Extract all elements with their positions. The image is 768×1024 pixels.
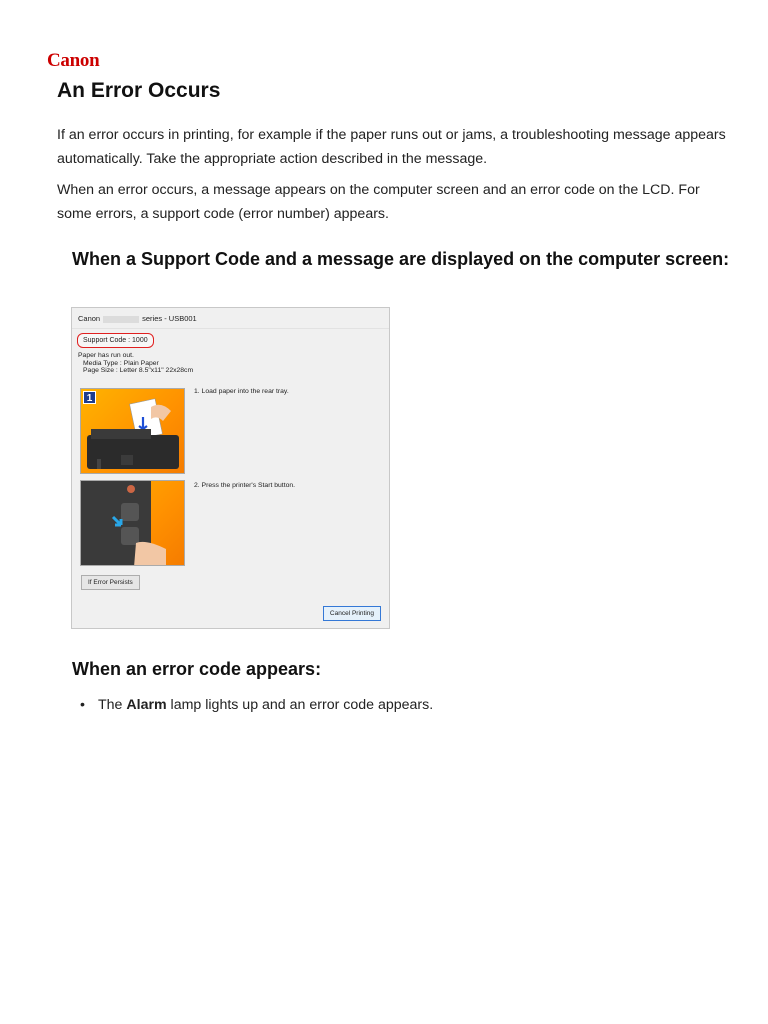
error-info-paragraph: When an error occurs, a message appears on the computer screen and an error code on the LCD. For some errors, a support code (error number) appears. — [57, 182, 700, 222]
message-line: Paper has run out. — [78, 352, 134, 359]
canon-logo: Canon — [47, 50, 100, 71]
if-error-persists-button[interactable]: If Error Persists — [81, 575, 140, 590]
media-type-line: Media Type : Plain Paper — [83, 359, 159, 367]
error-message — [78, 352, 193, 375]
start-button-illustration — [80, 480, 185, 566]
dialog-title — [78, 314, 197, 323]
step-number-badge: 1 — [83, 391, 96, 404]
alarm-lamp-label: Alarm — [126, 697, 167, 713]
bullet-suffix: lamp lights up and an error code appears. — [166, 697, 434, 713]
dialog-divider — [72, 328, 389, 329]
cancel-printing-button[interactable]: Cancel Printing — [323, 606, 381, 621]
printer-panel-icon — [81, 481, 185, 566]
printer-paper-icon — [81, 389, 185, 474]
support-code-highlight: Support Code : 1000 — [77, 333, 154, 348]
page-title: An Error Occurs — [57, 79, 221, 102]
list-item — [78, 694, 433, 716]
dialog-title-prefix: Canon — [78, 314, 101, 323]
page-size-line: Page Size : Letter 8.5"x11" 22x28cm — [83, 367, 194, 374]
error-code-list — [78, 694, 433, 716]
bullet-prefix: The — [98, 697, 127, 713]
dialog-title-suffix: series - USB001 — [142, 314, 197, 323]
error-code-heading: When an error code appears: — [72, 659, 322, 679]
intro-paragraph: If an error occurs in printing, for example if the paper runs out or jams, a troubleshooting message appears automatically. Take the appropriate action described in the message. — [57, 127, 726, 167]
redacted-model-name — [103, 316, 139, 323]
step2-instruction: 2. Press the printer's Start button. — [194, 482, 296, 489]
load-paper-illustration — [80, 388, 185, 474]
step1-instruction: 1. Load paper into the rear tray. — [194, 388, 289, 395]
support-code-heading: When a Support Code and a message are displayed on the computer screen: — [72, 249, 730, 269]
error-dialog-screenshot — [71, 307, 390, 629]
